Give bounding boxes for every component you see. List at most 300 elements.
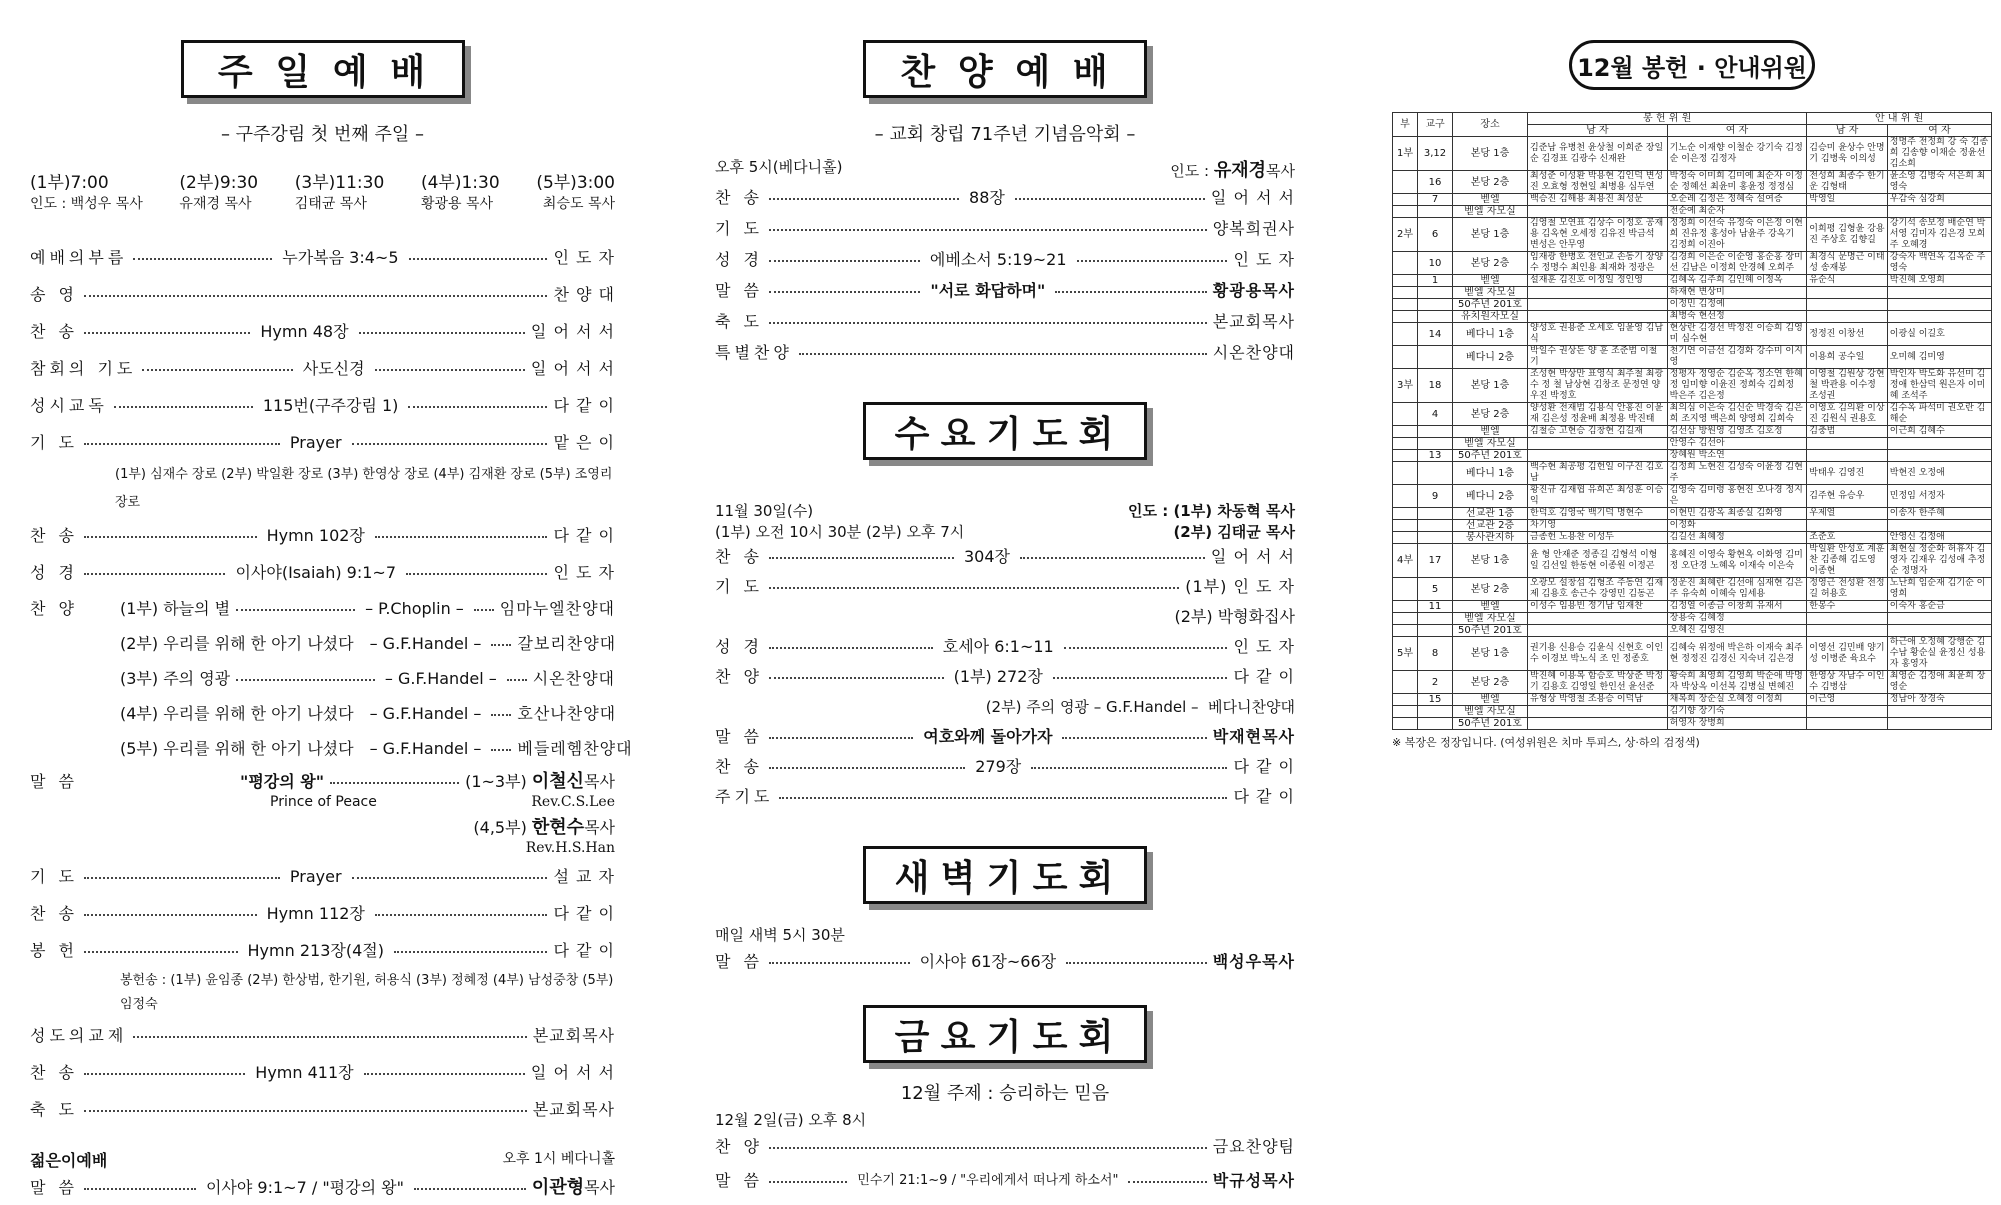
- table-cell-w1: 김기향 장기숙: [1667, 706, 1807, 718]
- table-cell-m1: 박일수 권상돈 양 훈 조준범 이철기: [1528, 346, 1668, 369]
- sermon-row2: (4,5부) 한현수 목사: [473, 817, 615, 838]
- table-cell-place: 벧엘: [1453, 275, 1528, 287]
- table-cell-gyogu: 16: [1418, 171, 1453, 194]
- table-cell-m2: 한봉수: [1807, 601, 1888, 613]
- table-cell-m2: 이희평 김형윤 강용진 주상호 김향길: [1807, 218, 1888, 252]
- table-row: [1393, 438, 1992, 450]
- table-title: 12월 봉헌 · 안내위원: [1569, 40, 1815, 90]
- table-cell-w1: 정정희 이선숙 유정숙 이은정 이현희 진유정 홍성아 남윤주 강옥기 김정희 이진아: [1667, 218, 1807, 252]
- praise-subtitle: – 교회 창립 71주년 기념음악회 –: [874, 124, 1136, 145]
- table-cell-place: 선교관 1층: [1453, 508, 1528, 520]
- table-cell-m1: [1528, 613, 1668, 625]
- table-row: [1393, 287, 1992, 299]
- table-cell-w2: 우감숙 심강희: [1887, 194, 1991, 206]
- table-row: [1393, 508, 1992, 520]
- table-row: [1393, 520, 1992, 532]
- table-cell-m2: 이영호 김의환 이상진 김원식 권용호: [1807, 403, 1888, 426]
- table-cell-gyogu: [1418, 462, 1453, 485]
- table-cell-w2: [1887, 287, 1991, 299]
- table-cell-w1: 김영숙 김미령 홍현진 오나경 정지은: [1667, 485, 1807, 508]
- sunday-order: [30, 239, 633, 1128]
- wed-header: 11월 30일(수) 인도 : (1부) 차동혁 목사: [715, 502, 1295, 520]
- order-row: 성시교독 115번(구주강림 1) 다 같 이: [30, 396, 616, 415]
- order-row: 찬 송 Hymn 48장 일 어 서 서: [30, 322, 616, 341]
- praise-order: [715, 182, 1295, 368]
- table-cell-m2: 김충범: [1807, 426, 1888, 438]
- col-header: 교구: [1418, 113, 1453, 137]
- table-cell-w1: 이정민 김정예: [1667, 299, 1807, 311]
- table-cell-w1: 김경희 이은순 이순영 홍순홍 장미선 김남은 이정희 안경혜 오희주: [1667, 252, 1807, 275]
- service-times: [30, 168, 615, 213]
- table-cell-w2: 최영순 김정애 최윤희 장영순: [1887, 671, 1991, 694]
- youth-time: 오후 1시 베다니홀: [502, 1151, 615, 1167]
- order-row: 성 경 이사야(Isaiah) 9:1~7 인 도 자: [30, 563, 616, 582]
- table-cell-gyogu: 14: [1418, 323, 1453, 346]
- sub-header: 여 자: [1667, 125, 1807, 137]
- col-header: 안 내 위 원: [1807, 113, 1992, 125]
- table-cell-place: 본당 1층: [1453, 544, 1528, 578]
- title-char: 예: [332, 51, 370, 93]
- order-row: 예배의부름 누가복음 3:4~5 인 도 자: [30, 248, 616, 267]
- table-row: [1393, 450, 1992, 462]
- table-cell-w1: 김혜숙 위정애 박은하 이재숙 최주현 정정진 김경신 지숙녀 김은경: [1667, 637, 1807, 671]
- table-cell-m1: 황진규 김재협 유희곤 최성훈 이승익: [1528, 485, 1668, 508]
- order-row: 찬 송 Hymn 112장 다 같 이: [30, 904, 616, 923]
- table-cell-bu: [1393, 578, 1418, 601]
- table-cell-m1: [1528, 706, 1668, 718]
- table-body: [1393, 137, 1992, 730]
- fri-date: 12월 2일(금) 오후 8시: [715, 1111, 867, 1129]
- table-cell-m2: 김승미 윤상수 안명기 김병욱 이의성: [1807, 137, 1888, 171]
- dawn-time: 매일 새벽 5시 30분: [715, 926, 845, 944]
- order-row: 말 씀 "서로 화답하며" 황광용목사: [715, 281, 1296, 300]
- table-row: [1393, 671, 1992, 694]
- table-row: [1393, 218, 1992, 252]
- table-cell-gyogu: [1418, 520, 1453, 532]
- table-cell-w1: 김정희 노현진 김성숙 이윤정 김현주: [1667, 462, 1807, 485]
- table-cell-w2: 김수옥 파석미 권오란 김해순: [1887, 403, 1991, 426]
- table-cell-w1: 이현민 김광옥 최종실 김화영: [1667, 508, 1807, 520]
- dawn-row: 말 씀 이사야 61장~66장 백성우목사: [715, 952, 1295, 971]
- youth-service: [30, 1148, 615, 1205]
- table-cell-place: 베다니 1층: [1453, 462, 1528, 485]
- table-cell-bu: [1393, 706, 1418, 718]
- table-cell-bu: 4부: [1393, 544, 1418, 578]
- table-cell-m2: 최경식 문명근 이태성 송재봉: [1807, 252, 1888, 275]
- sermon-row: 말 씀 "평강의 왕" (1~3부) 이철신 목사: [30, 771, 615, 792]
- table-row: [1393, 706, 1992, 718]
- table-cell-bu: [1393, 311, 1418, 323]
- table-cell-m2: 전성희 최종수 한기운 김형태: [1807, 171, 1888, 194]
- table-cell-w2: 이근희 김혜수: [1887, 426, 1991, 438]
- table-cell-m1: [1528, 206, 1668, 218]
- table-cell-gyogu: [1418, 718, 1453, 730]
- table-cell-bu: [1393, 323, 1418, 346]
- table-cell-bu: [1393, 625, 1418, 637]
- sermon-en-row: Prince of Peace Rev.C.S.Lee: [270, 794, 615, 810]
- fri-title: 금 요 기 도 회: [863, 1005, 1147, 1063]
- table-cell-w2: [1887, 520, 1991, 532]
- table-cell-bu: [1393, 485, 1418, 508]
- table-cell-place: 유치원자모실: [1453, 311, 1528, 323]
- table-cell-w2: 박인자 박도화 유선미 김정애 한삼덕 원은자 이미혜 조석주: [1887, 369, 1991, 403]
- table-row: [1393, 171, 1992, 194]
- table-row: [1393, 323, 1992, 346]
- dawn-title: 새 벽 기 도 회: [863, 846, 1147, 904]
- table-cell-bu: [1393, 206, 1418, 218]
- table-cell-m1: [1528, 625, 1668, 637]
- table-cell-gyogu: 15: [1418, 694, 1453, 706]
- table-row: [1393, 462, 1992, 485]
- table-cell-gyogu: [1418, 613, 1453, 625]
- order-row: 찬 송 Hymn 102장 다 같 이: [30, 526, 616, 545]
- wed-order: [715, 542, 1295, 812]
- sunday-title: [181, 40, 465, 98]
- sub-header: 여 자: [1887, 125, 1991, 137]
- praise-header: 오후 5시(베다니홀) 인도 : 유재경목사: [715, 158, 1295, 181]
- table-cell-bu: 3부: [1393, 369, 1418, 403]
- table-cell-m1: 백수현 최공평 김헌일 이구진 김호남: [1528, 462, 1668, 485]
- table-row: [1393, 613, 1992, 625]
- service-time: (3부)11:30 김태균 목사: [294, 173, 385, 212]
- table-cell-m2: 이용희 공수일: [1807, 346, 1888, 369]
- table-cell-w1: 홍혜진 이영숙 황현옥 이화영 김미정 오단경 노혜옥 이재숙 이은숙: [1667, 544, 1807, 578]
- title-char: 주: [217, 51, 255, 93]
- table-cell-w1: 장용숙 김혜정: [1667, 613, 1807, 625]
- table-cell-w2: [1887, 718, 1991, 730]
- table-cell-w1: 허영자 장병희: [1667, 718, 1807, 730]
- table-cell-place: 본당 1층: [1453, 218, 1528, 252]
- table-row: [1393, 426, 1992, 438]
- table-cell-gyogu: 1: [1418, 275, 1453, 287]
- table-cell-m1: [1528, 287, 1668, 299]
- table-cell-m2: [1807, 625, 1888, 637]
- table-cell-gyogu: [1418, 508, 1453, 520]
- title-char: 배: [390, 51, 428, 93]
- order-row: 축 도 본교회목사: [715, 312, 1295, 331]
- table-cell-w2: 박현진 오정애: [1887, 462, 1991, 485]
- table-cell-w2: 박진혜 오영희: [1887, 275, 1991, 287]
- table-cell-place: 벧엘: [1453, 601, 1528, 613]
- anthem-row: (3부) 주의 영광 – G.F.Handel – 시온찬양대: [120, 669, 615, 688]
- table-row: [1393, 311, 1992, 323]
- middle-column: [715, 0, 1295, 1198]
- table-cell-gyogu: 7: [1418, 194, 1453, 206]
- table-cell-place: 본당 2층: [1453, 252, 1528, 275]
- table-cell-bu: [1393, 532, 1418, 544]
- table-cell-bu: [1393, 520, 1418, 532]
- youth-row: 말 씀 이사야 9:1~7 / "평강의 왕" 이관형 목사: [30, 1177, 616, 1198]
- table-cell-bu: [1393, 613, 1418, 625]
- table-cell-w1: 채복희 장순실 오혜정 이정희: [1667, 694, 1807, 706]
- table-row: [1393, 637, 1992, 671]
- table-row: [1393, 578, 1992, 601]
- table-cell-w1: 박정숙 이미희 김미예 최순자 이정순 정혜선 최윤미 홍윤정 정정심: [1667, 171, 1807, 194]
- table-cell-m2: 정정진 이창선: [1807, 323, 1888, 346]
- table-cell-w2: 강기석 송보정 배순연 박서영 김미자 김은경 모희주 오혜경: [1887, 218, 1991, 252]
- table-cell-m1: 임재광 한병호 전인교 손동기 장양수 정명수 최인용 최재화 정광은: [1528, 252, 1668, 275]
- offering-note: 봉헌송 : (1부) 윤임종 (2부) 한상범, 한기원, 허용식 (3부) 정혜정 (4부) 남성중창 (5부) 임정숙: [120, 973, 614, 1012]
- col-header: 부: [1393, 113, 1418, 137]
- table-cell-bu: [1393, 287, 1418, 299]
- order-row: 성 경 에베소서 5:19~21 인 도 자: [715, 250, 1295, 269]
- order-row: 축 도 본교회목사: [30, 1100, 615, 1119]
- table-cell-m2: [1807, 718, 1888, 730]
- sermon-en-row2: Rev.H.S.Han: [525, 840, 615, 856]
- table-cell-gyogu: 10: [1418, 252, 1453, 275]
- table-cell-bu: 2부: [1393, 218, 1418, 252]
- table-cell-gyogu: 13: [1418, 450, 1453, 462]
- table-cell-gyogu: 11: [1418, 601, 1453, 613]
- table-cell-m2: [1807, 613, 1888, 625]
- table-cell-place: 벧엘: [1453, 694, 1528, 706]
- table-cell-w2: [1887, 311, 1991, 323]
- table-cell-m1: 김철승 고현승 김창현 김길재: [1528, 426, 1668, 438]
- order-row: 봉 헌 Hymn 213장(4절) 다 같 이: [30, 941, 616, 960]
- table-cell-place: 50주년 201호: [1453, 299, 1528, 311]
- table-cell-m2: 김주현 유승우: [1807, 485, 1888, 508]
- order-row: 말 씀 민수기 21:1~9 / "우리에게서 떠나게 하소서" 박규성목사: [715, 1171, 1296, 1190]
- table-row: [1393, 625, 1992, 637]
- table-cell-m1: 백승진 김해용 최용진 최성문: [1528, 194, 1668, 206]
- table-cell-m2: 이영선 김민배 양기성 이병준 육요수: [1807, 637, 1888, 671]
- table-cell-m2: [1807, 299, 1888, 311]
- table-row: [1393, 252, 1992, 275]
- table-cell-bu: [1393, 403, 1418, 426]
- table-cell-m1: [1528, 299, 1668, 311]
- table-cell-place: 봉사관지하: [1453, 532, 1528, 544]
- table-cell-gyogu: [1418, 625, 1453, 637]
- service-time: (5부)3:00 최승도 목사: [536, 173, 615, 212]
- wed-prayer2: (2부) 박형화집사: [1174, 607, 1295, 626]
- table-cell-gyogu: [1418, 532, 1453, 544]
- table-cell-m1: 오광모 설창섭 김형조 주동연 김재제 김용호 송근수 강영민 김동곤: [1528, 578, 1668, 601]
- table-cell-bu: [1393, 438, 1418, 450]
- table-row: [1393, 137, 1992, 171]
- table-cell-place: 베다니 1층: [1453, 323, 1528, 346]
- table-cell-m2: [1807, 520, 1888, 532]
- table-cell-m1: 조성현 박상만 표영식 최주철 최광수 정 철 남상현 김창조 문정연 양우진 박정호: [1528, 369, 1668, 403]
- table-cell-m2: [1807, 311, 1888, 323]
- table-cell-w2: 윤소영 김병숙 서은희 최영숙: [1887, 171, 1991, 194]
- table-cell-place: 벧엘: [1453, 194, 1528, 206]
- table-cell-m1: 양성환 전재범 김용식 안홍진 이윤재 김은성 정윤배 최정용 박진태: [1528, 403, 1668, 426]
- order-row: 찬 송 279장 다 같 이: [715, 757, 1296, 776]
- table-cell-bu: [1393, 718, 1418, 730]
- table-cell-gyogu: 3,12: [1418, 137, 1453, 171]
- table-cell-place: 벧엘: [1453, 426, 1528, 438]
- order-row: 찬 송 88장 일 어 서 서: [715, 188, 1296, 207]
- table-cell-gyogu: [1418, 346, 1453, 369]
- table-cell-place: 본당 1층: [1453, 137, 1528, 171]
- table-cell-w1: 천기연 이금선 김경화 강수미 이지영: [1667, 346, 1807, 369]
- table-cell-bu: [1393, 252, 1418, 275]
- order-row: 성도의교제 본교회목사: [30, 1026, 615, 1045]
- table-cell-w1: 김정열 이종금 이창희 유재서: [1667, 601, 1807, 613]
- table-cell-w1: 최의심 이은숙 김신순 박경숙 김은희 조지영 백은희 양영희 김희숙: [1667, 403, 1807, 426]
- wed-header2: (1부) 오전 10시 30분 (2부) 오후 7시 (2부) 김태균 목사: [715, 523, 1295, 541]
- anthem-row: (5부) 우리를 위해 한 아기 나셨다 – G.F.Handel – 베들레헴찬양대: [120, 739, 633, 758]
- anthem-row: (2부) 우리를 위해 한 아기 나셨다 – G.F.Handel – 갈보리찬양대: [120, 634, 617, 653]
- table-cell-w2: 정남아 장경숙: [1887, 694, 1991, 706]
- table-cell-place: 본당 2층: [1453, 671, 1528, 694]
- table-cell-gyogu: [1418, 206, 1453, 218]
- table-cell-gyogu: [1418, 299, 1453, 311]
- table-cell-w1: 김길선 최혜정: [1667, 532, 1807, 544]
- table-cell-place: 본당 2층: [1453, 403, 1528, 426]
- table-cell-place: 선교관 2층: [1453, 520, 1528, 532]
- table-cell-m1: [1528, 311, 1668, 323]
- order-row: 기 도 Prayer 설 교 자: [30, 867, 615, 886]
- table-cell-m2: 우제열: [1807, 508, 1888, 520]
- table-cell-m2: 박영일: [1807, 194, 1888, 206]
- table-cell-w1: 전순예 최순자: [1667, 206, 1807, 218]
- order-row: 말 씀 여호와께 돌아가자 박재현목사: [715, 727, 1295, 746]
- table-cell-w1: 김선삼 방원영 김영조 김호정: [1667, 426, 1807, 438]
- table-cell-w2: 이송자 한주혜: [1887, 508, 1991, 520]
- table-cell-gyogu: 17: [1418, 544, 1453, 578]
- table-cell-m2: [1807, 450, 1888, 462]
- table-cell-m1: [1528, 438, 1668, 450]
- order-row: 찬 송 304장 일 어 서 서: [715, 547, 1295, 566]
- table-cell-m2: 조준호: [1807, 532, 1888, 544]
- table-row: [1393, 532, 1992, 544]
- prayer-note: (1부) 심재수 장로 (2부) 박일환 장로 (3부) 한영상 장로 (4부) 김재환 장로 (5부) 조영리 장로: [115, 467, 613, 510]
- order-row: 기 도 (1부) 인 도 자: [715, 577, 1295, 596]
- table-cell-m1: 최성준 이성환 박용현 김인덕 변성진 오효형 정현일 최병용 심두연: [1528, 171, 1668, 194]
- table-cell-gyogu: 9: [1418, 485, 1453, 508]
- table-cell-place: 본당 1층: [1453, 637, 1528, 671]
- table-cell-place: 50주년 201호: [1453, 625, 1528, 637]
- table-cell-w1: 정평자 정영순 김순옥 정소연 한혜정 임미향 이윤진 정희숙 김희정 박은주 김은정: [1667, 369, 1807, 403]
- table-cell-w1: 안영수 김선아: [1667, 438, 1807, 450]
- table-cell-gyogu: [1418, 287, 1453, 299]
- table-cell-m2: [1807, 438, 1888, 450]
- youth-title: 젊은이예배: [30, 1151, 108, 1170]
- table-cell-w2: 정명주 전정희 강 숙 김종희 김송향 이채순 정윤선 김소희: [1887, 137, 1991, 171]
- order-row: 주기도 다 같 이: [715, 787, 1295, 806]
- table-row: [1393, 299, 1992, 311]
- table-cell-w1: 하재현 변상미: [1667, 287, 1807, 299]
- title-char: 일: [275, 51, 313, 93]
- sunday-subtitle: – 구주강림 첫 번째 주일 –: [220, 124, 425, 145]
- order-row: 참회의 기도 사도신경 일 어 서 서: [30, 359, 616, 378]
- table-cell-bu: 1부: [1393, 137, 1418, 171]
- table-cell-bu: [1393, 462, 1418, 485]
- table-cell-gyogu: 18: [1418, 369, 1453, 403]
- table-cell-w2: [1887, 706, 1991, 718]
- table-cell-w2: 노난희 임순재 김기순 이영희: [1887, 578, 1991, 601]
- anthem2-row: (2부) 주의 영광 – G.F.Handel – 베다니찬양대: [985, 698, 1295, 716]
- order-row: 성 경 호세아 6:1~11 인 도 자: [715, 637, 1295, 656]
- table-row: [1393, 369, 1992, 403]
- table-cell-gyogu: [1418, 706, 1453, 718]
- table-cell-m1: 양성호 권용준 오세호 임윤영 김남식: [1528, 323, 1668, 346]
- col-header: 장소: [1453, 113, 1528, 137]
- table-row: [1393, 694, 1992, 706]
- fri-theme: 12월 주제 : 승리하는 믿음: [900, 1083, 1110, 1104]
- table-cell-bu: [1393, 694, 1418, 706]
- table-cell-m1: 박진혜 이용복 함승호 박상준 박정기 김용호 김영일 한인선 윤선준: [1528, 671, 1668, 694]
- table-row: [1393, 194, 1992, 206]
- table-row: [1393, 601, 1992, 613]
- table-cell-gyogu: 4: [1418, 403, 1453, 426]
- table-cell-w2: 하근애 오정혜 강행순 김수남 황순실 윤정신 성용자 홍영자: [1887, 637, 1991, 671]
- table-cell-m1: 차기영: [1528, 520, 1668, 532]
- table-cell-m2: [1807, 206, 1888, 218]
- table-cell-w1: 황숙희 최영희 김영희 박순애 박명자 박상옥 이선복 김병실 변혜진: [1667, 671, 1807, 694]
- table-cell-gyogu: [1418, 426, 1453, 438]
- table-cell-m2: 이영철 김원상 강현철 박관용 이수정 조성권: [1807, 369, 1888, 403]
- table-cell-w1: 장혜원 박소연: [1667, 450, 1807, 462]
- col-header: 봉 헌 위 원: [1528, 113, 1807, 125]
- order-row: 기 도 양복희권사: [715, 219, 1295, 238]
- order-row: 찬 양 금요찬양팀: [715, 1137, 1295, 1156]
- table-cell-place: 베다니 2층: [1453, 346, 1528, 369]
- order-row: 찬 양 (1부) 272장 다 같 이: [715, 667, 1295, 686]
- table-cell-place: 베다니 2층: [1453, 485, 1528, 508]
- table-cell-place: 벧엘 자모실: [1453, 613, 1528, 625]
- table-row: [1393, 275, 1992, 287]
- table-row: [1393, 544, 1992, 578]
- table-cell-m1: 한덕호 김영국 백기덕 명현수: [1528, 508, 1668, 520]
- table-row: [1393, 346, 1992, 369]
- table-cell-w1: 최병숙 현선정: [1667, 311, 1807, 323]
- table-cell-w2: 최현실 정순화 허휴자 김영자 김재우 김성애 추정순 정명자: [1887, 544, 1991, 578]
- table-cell-bu: [1393, 426, 1418, 438]
- table-cell-place: 벧엘 자모실: [1453, 438, 1528, 450]
- order-row: 기 도 Prayer 맡 은 이: [30, 433, 615, 452]
- table-cell-m1: [1528, 718, 1668, 730]
- table-cell-m1: 김준남 유병천 윤상철 이희준 장일순 김경표 김광수 신재완: [1528, 137, 1668, 171]
- sermon-block: [30, 772, 615, 858]
- table-row: [1393, 718, 1992, 730]
- table-cell-w2: [1887, 299, 1991, 311]
- table-cell-w1: 오혜진 김영진: [1667, 625, 1807, 637]
- table-cell-w2: [1887, 625, 1991, 637]
- table-cell-m2: [1807, 287, 1888, 299]
- table-cell-bu: [1393, 346, 1418, 369]
- table-cell-place: 벧엘 자모실: [1453, 206, 1528, 218]
- table-cell-w2: 이광실 이길호: [1887, 323, 1991, 346]
- table-cell-w2: 이숙자 홍순금: [1887, 601, 1991, 613]
- table-cell-m1: 이성수 임용빈 정기남 임재찬: [1528, 601, 1668, 613]
- table-cell-m2: 박일환 안성호 계훈찬 김종해 김도영 이종현: [1807, 544, 1888, 578]
- table-cell-w2: 안영신 김정애: [1887, 532, 1991, 544]
- table-cell-m2: 이근영: [1807, 694, 1888, 706]
- table-cell-bu: [1393, 450, 1418, 462]
- table-cell-m2: 유순식: [1807, 275, 1888, 287]
- table-cell-gyogu: [1418, 311, 1453, 323]
- table-cell-m2: 박태우 김영진: [1807, 462, 1888, 485]
- order-row: 송 영 찬 양 대: [30, 285, 615, 304]
- table-cell-w1: 기노순 이재향 이철순 강기숙 김정순 이은정 김정자: [1667, 137, 1807, 171]
- table-cell-gyogu: 2: [1418, 671, 1453, 694]
- table-cell-m1: 윤 형 안재준 정종길 김형석 이형일 김선일 한동현 이종원 이정곤: [1528, 544, 1668, 578]
- table-cell-w2: [1887, 206, 1991, 218]
- table-cell-gyogu: [1418, 438, 1453, 450]
- anthem-row: (4부) 우리를 위해 한 아기 나셨다 – G.F.Handel – 호산나찬양대: [120, 704, 617, 723]
- table-cell-m1: 김영철 모연표 김상수 이정호 공재용 김옥현 오세정 김유진 박금석 변성은 안무영: [1528, 218, 1668, 252]
- service-time: (4부)1:30 황광용 목사: [420, 173, 500, 212]
- table-cell-place: 50주년 201호: [1453, 450, 1528, 462]
- table-row: [1393, 403, 1992, 426]
- table-cell-w2: 강숙자 백연옥 김옥순 주영숙: [1887, 252, 1991, 275]
- table-cell-gyogu: 6: [1418, 218, 1453, 252]
- table-cell-gyogu: 5: [1418, 578, 1453, 601]
- order-row: 특별찬양 시온찬양대: [715, 343, 1295, 362]
- table-cell-bu: [1393, 275, 1418, 287]
